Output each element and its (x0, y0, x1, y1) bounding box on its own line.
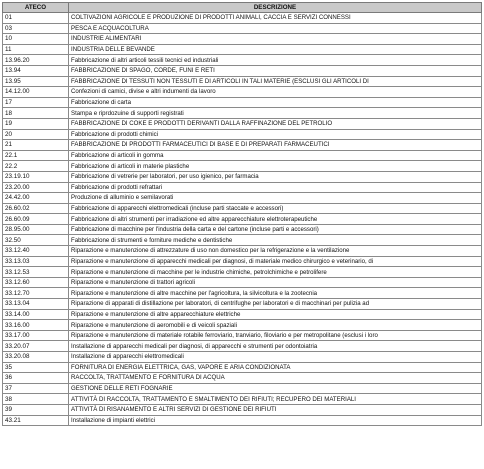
ateco-code-cell: 36 (3, 373, 69, 384)
ateco-code-cell: 43.21 (3, 415, 69, 426)
ateco-code-cell: 33.17.00 (3, 330, 69, 341)
ateco-code-cell: 13.94 (3, 65, 69, 76)
table-row (3, 299, 482, 310)
description-cell: Riparazione e manutenzione di attrezzature di uso non domestico per la refrigerazione e la ventilazione (69, 246, 482, 257)
ateco-code-cell: 39 (3, 404, 69, 415)
table-row (3, 330, 482, 341)
ateco-code-cell: 33.12.60 (3, 277, 69, 288)
ateco-code-cell: 33.12.53 (3, 267, 69, 278)
table-row (3, 171, 482, 182)
table-row (3, 288, 482, 299)
description-cell: INDUSTRIA DELLE BEVANDE (69, 44, 482, 55)
table-row (3, 65, 482, 76)
table-row (3, 13, 482, 24)
table-row (3, 362, 482, 373)
description-cell: Fabbricazione di strumenti e forniture mediche e dentistiche (69, 235, 482, 246)
table-row (3, 277, 482, 288)
ateco-code-cell: 23.19.10 (3, 171, 69, 182)
description-cell: Fabbricazione di prodotti chimici (69, 129, 482, 140)
description-cell: Fabbricazione di vetrerie per laboratori, per uso igienico, per farmacia (69, 171, 482, 182)
table-row (3, 129, 482, 140)
table-row (3, 44, 482, 55)
description-cell: Produzione di alluminio e semilavorati (69, 193, 482, 204)
table-row (3, 383, 482, 394)
table-row (3, 320, 482, 331)
ateco-code-cell: 22.2 (3, 161, 69, 172)
description-cell: INDUSTRIE ALIMENTARI (69, 34, 482, 45)
ateco-code-cell: 18 (3, 108, 69, 119)
header-row (3, 3, 482, 13)
ateco-code-cell: 33.12.40 (3, 246, 69, 257)
table-row (3, 404, 482, 415)
ateco-code-cell: 03 (3, 23, 69, 34)
description-cell: RACCOLTA, TRATTAMENTO E FORNITURA DI ACQUA (69, 373, 482, 384)
table-row (3, 193, 482, 204)
description-cell: ATTIVITÀ DI RACCOLTA, TRATTAMENTO E SMALTIMENTO DEI RIFIUTI; RECUPERO DEI MATERIALI (69, 394, 482, 405)
ateco-code-cell: 20 (3, 129, 69, 140)
description-cell: FABBRICAZIONE DI TESSUTI NON TESSUTI E DI ARTICOLI IN TALI MATERIE (ESCLUSI GLI ARTICOLI DI (69, 76, 482, 87)
ateco-code-cell: 26.60.02 (3, 203, 69, 214)
description-cell: Stampa e riprdozuine di supporti registrati (69, 108, 482, 119)
description-cell: Fabbricazione di carta (69, 97, 482, 108)
ateco-code-cell: 01 (3, 13, 69, 24)
table-row (3, 23, 482, 34)
header-descrizione: DESCRIZIONE (69, 3, 482, 13)
description-cell: FABBRICAZIONE DI PRODOTTI FARMACEUTICI DI BASE E DI PREPARATI FARMACEUTICI (69, 140, 482, 151)
description-cell: Fabbricazione di apparecchi elettromedicali (incluse parti staccate e accessori) (69, 203, 482, 214)
ateco-code-cell: 11 (3, 44, 69, 55)
table-row (3, 224, 482, 235)
table-row (3, 34, 482, 45)
description-cell: Fabbricazione di macchine per l'industria della carta e del cartone (incluse parti e accessori) (69, 224, 482, 235)
table-row (3, 76, 482, 87)
table-row (3, 140, 482, 151)
ateco-code-cell: 33.12.70 (3, 288, 69, 299)
ateco-code-cell: 14.12.00 (3, 87, 69, 98)
table-header (3, 3, 482, 13)
ateco-table (2, 2, 482, 426)
table-row (3, 87, 482, 98)
description-cell: Riparazione e manutenzione di aeromobili e di veicoli spaziali (69, 320, 482, 331)
ateco-code-cell: 24.42.00 (3, 193, 69, 204)
table-row (3, 108, 482, 119)
ateco-code-cell: 19 (3, 118, 69, 129)
description-cell: Riparazione e manutenzione di altre apparecchiature elettriche (69, 309, 482, 320)
ateco-code-cell: 13.96.20 (3, 55, 69, 66)
table-body (3, 13, 482, 426)
ateco-code-cell: 33.14.00 (3, 309, 69, 320)
description-cell: Fabbricazione di altri strumenti per irradiazione ed altre apparecchiature elettroterapeutiche (69, 214, 482, 225)
description-cell: ATTIVITÀ DI RISANAMENTO E ALTRI SERVIZI DI GESTIONE DEI RIFIUTI (69, 404, 482, 415)
description-cell: Fabbricazione di prodotti refrattari (69, 182, 482, 193)
table-row (3, 118, 482, 129)
ateco-code-cell: 33.20.08 (3, 352, 69, 363)
table-row (3, 341, 482, 352)
description-cell: Riparazione e manutenzione di apparecchi medicali per diagnosi, di materiale medico chirurgico e veterinario, di (69, 256, 482, 267)
ateco-code-cell: 10 (3, 34, 69, 45)
description-cell: GESTIONE DELLE RETI FOGNARIE (69, 383, 482, 394)
header-ateco: ATECO (3, 3, 69, 13)
description-cell: Fabbricazione di articoli in materie plastiche (69, 161, 482, 172)
table-row (3, 267, 482, 278)
description-cell: Riparazione e manutenzione di macchine per le industrie chimiche, petrolchimiche e petrolifere (69, 267, 482, 278)
ateco-code-cell: 33.20.07 (3, 341, 69, 352)
table-row (3, 352, 482, 363)
table-row (3, 97, 482, 108)
ateco-code-cell: 21 (3, 140, 69, 151)
table-row (3, 55, 482, 66)
ateco-code-cell: 13.95 (3, 76, 69, 87)
description-cell: Fabbricazione di articoli in gomma (69, 150, 482, 161)
description-cell: FORNITURA DI ENERGIA ELETTRICA, GAS, VAPORE E ARIA CONDIZIONATA (69, 362, 482, 373)
table-row (3, 415, 482, 426)
ateco-code-cell: 26.60.09 (3, 214, 69, 225)
table-row (3, 150, 482, 161)
description-cell: Fabbricazione di altri articoli tessili tecnici ed industriali (69, 55, 482, 66)
table-row (3, 182, 482, 193)
ateco-code-cell: 32.50 (3, 235, 69, 246)
description-cell: FABBRICAZIONE DI SPAGO, CORDE, FUNI E RETI (69, 65, 482, 76)
table-row (3, 203, 482, 214)
ateco-code-cell: 23.20.00 (3, 182, 69, 193)
description-cell: Installazione di apparecchi medicali per diagnosi, di apparecchi e strumenti per odontoiatria (69, 341, 482, 352)
description-cell: PESCA E ACQUACOLTURA (69, 23, 482, 34)
table-row (3, 394, 482, 405)
ateco-code-cell: 37 (3, 383, 69, 394)
table-row (3, 246, 482, 257)
table-row (3, 373, 482, 384)
description-cell: Confezioni di camici, divise e altri indumenti da lavoro (69, 87, 482, 98)
description-cell: Riparazione e manutenzione di altre macchine per l'agricoltura, la silvicoltura e la zootecnia (69, 288, 482, 299)
description-cell: Installazione di apparecchi elettromedicali (69, 352, 482, 363)
description-cell: COLTIVAZIONI AGRICOLE E PRODUZIONE DI PRODOTTI ANIMALI, CACCIA E SERVIZI CONNESSI (69, 13, 482, 24)
description-cell: Installazione di impianti elettrici (69, 415, 482, 426)
ateco-code-cell: 22.1 (3, 150, 69, 161)
ateco-code-cell: 33.16.00 (3, 320, 69, 331)
table-row (3, 235, 482, 246)
ateco-code-cell: 35 (3, 362, 69, 373)
description-cell: FABBRICAZIONE DI COKE E PRODOTTI DERIVANTI DALLA RAFFINAZIONE DEL PETROLIO (69, 118, 482, 129)
ateco-code-cell: 38 (3, 394, 69, 405)
ateco-code-cell: 33.13.04 (3, 299, 69, 310)
description-cell: Riparazione e manutenzione di trattori agricoli (69, 277, 482, 288)
table-row (3, 161, 482, 172)
table-row (3, 256, 482, 267)
ateco-code-cell: 17 (3, 97, 69, 108)
table-row (3, 214, 482, 225)
ateco-code-cell: 28.95.00 (3, 224, 69, 235)
description-cell: Riparazione di apparati di distillazione per laboratori, di centrifughe per laboratori e di macchinari per pulizia ad (69, 299, 482, 310)
table-row (3, 309, 482, 320)
ateco-code-cell: 33.13.03 (3, 256, 69, 267)
description-cell: Riparazione e manutenzione di materiale rotabile ferroviario, tranviario, filoviario e per metropolitane (esclusi i loro (69, 330, 482, 341)
